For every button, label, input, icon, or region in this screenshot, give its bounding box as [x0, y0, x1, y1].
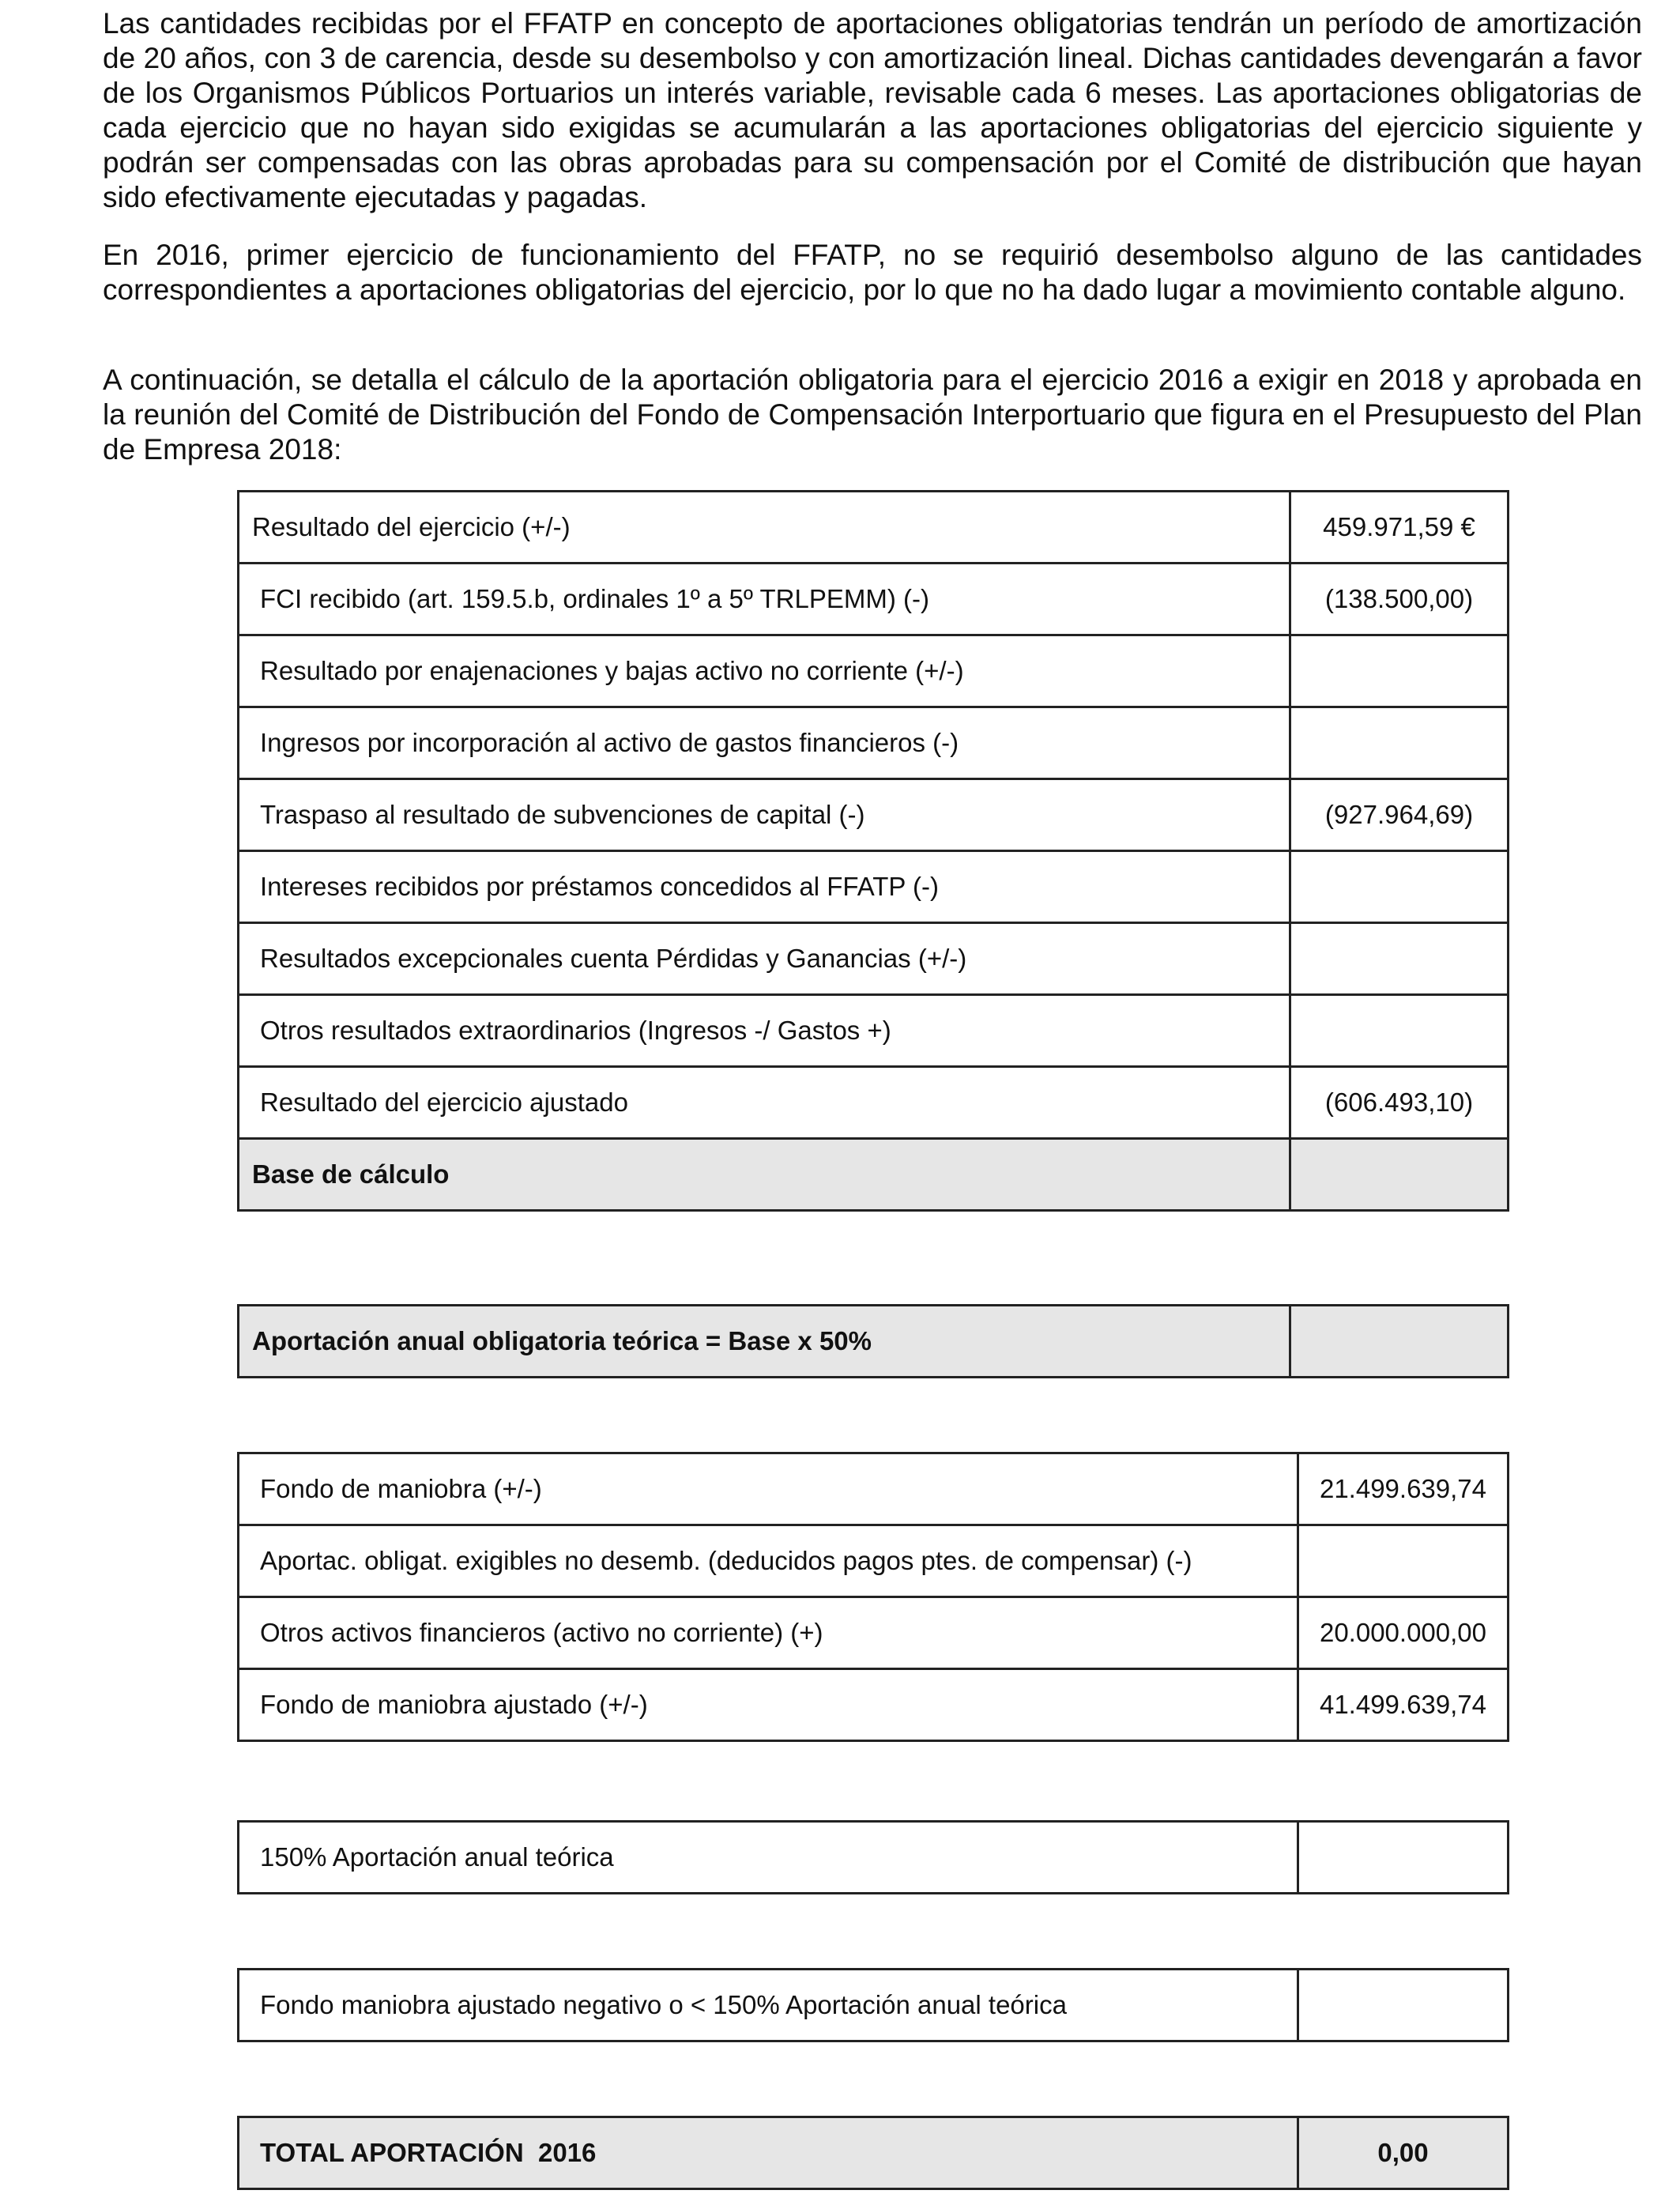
row-value — [1290, 707, 1509, 779]
table-row — [239, 707, 1509, 779]
total-label: TOTAL APORTACIÓN 2016 — [239, 2117, 1298, 2189]
fondo-negativo-table — [237, 1968, 1509, 2042]
row-label: Resultado del ejercicio ajustado — [239, 1067, 1290, 1139]
row-value — [1290, 1139, 1509, 1211]
row-label: Resultado del ejercicio (+/-) — [239, 492, 1290, 564]
row-value — [1298, 1970, 1509, 2041]
row-label: Fondo maniobra ajustado negativo o < 150% Aportación anual teórica — [239, 1970, 1298, 2041]
table-row — [239, 1067, 1509, 1139]
row-value — [1290, 923, 1509, 995]
aportacion-150-table — [237, 1820, 1509, 1894]
total-value: 0,00 — [1298, 2117, 1509, 2189]
fondo-maniobra-table — [237, 1452, 1509, 1742]
row-label: Aportación anual obligatoria teórica = Base x 50% — [239, 1306, 1290, 1378]
resultado-ejercicio-table — [237, 490, 1509, 1212]
row-label: Otros resultados extraordinarios (Ingresos -/ Gastos +) — [239, 995, 1290, 1067]
row-value — [1298, 1822, 1509, 1894]
table-row — [239, 1597, 1509, 1669]
row-label: Fondo de maniobra (+/-) — [239, 1453, 1298, 1525]
table-row — [239, 1669, 1509, 1741]
row-label: FCI recibido (art. 159.5.b, ordinales 1º a 5º TRLPEMM) (-) — [239, 564, 1290, 635]
table-row — [239, 1525, 1509, 1597]
table-row — [239, 995, 1509, 1067]
row-value — [1290, 851, 1509, 923]
table-row — [239, 1970, 1509, 2041]
table-row — [239, 492, 1509, 564]
row-value: 20.000.000,00 — [1298, 1597, 1509, 1669]
row-value: (138.500,00) — [1290, 564, 1509, 635]
row-label: Aportac. obligat. exigibles no desemb. (deducidos pagos ptes. de compensar) (-) — [239, 1525, 1298, 1597]
row-label: Otros activos financieros (activo no corriente) (+) — [239, 1597, 1298, 1669]
table-row — [239, 564, 1509, 635]
paragraph-amortizacion: Las cantidades recibidas por el FFATP en concepto de aportaciones obligatorias tendrán un período de amortización de 20 años, con 3 de carencia, desde su desembolso y con amortización lineal. Dichas cantidades devengarán a favor de los Organismos Públicos Portuarios un interés variable, revisable cada 6 meses. Las aportaciones obligatorias de cada ejercicio que no hayan sido exigidas se acumularán a las aportaciones obligatorias del ejercicio siguiente y podrán ser compensadas con las obras aprobadas para su compensación por el Comité de distribución que hayan sido efectivamente ejecutadas y pagadas. — [103, 7, 1642, 213]
row-value — [1290, 635, 1509, 707]
row-label: Ingresos por incorporación al activo de gastos financieros (-) — [239, 707, 1290, 779]
row-value: (606.493,10) — [1290, 1067, 1509, 1139]
aportacion-teorica-table — [237, 1304, 1509, 1378]
row-value: 459.971,59 € — [1290, 492, 1509, 564]
row-value — [1298, 1525, 1509, 1597]
table-row — [239, 1822, 1509, 1894]
row-label: Base de cálculo — [239, 1139, 1290, 1211]
table-row — [239, 1453, 1509, 1525]
row-label: 150% Aportación anual teórica — [239, 1822, 1298, 1894]
base-calculo-row — [239, 1139, 1509, 1211]
table-row — [239, 923, 1509, 995]
table-row — [239, 635, 1509, 707]
row-label: Resultados excepcionales cuenta Pérdidas y Ganancias (+/-) — [239, 923, 1290, 995]
row-value: 41.499.639,74 — [1298, 1669, 1509, 1741]
row-value: (927.964,69) — [1290, 779, 1509, 851]
row-label: Fondo de maniobra ajustado (+/-) — [239, 1669, 1298, 1741]
row-label: Resultado por enajenaciones y bajas activo no corriente (+/-) — [239, 635, 1290, 707]
row-label: Traspaso al resultado de subvenciones de capital (-) — [239, 779, 1290, 851]
total-aportacion-table — [237, 2116, 1509, 2190]
row-label: Intereses recibidos por préstamos concedidos al FFATP (-) — [239, 851, 1290, 923]
table-row — [239, 851, 1509, 923]
row-value — [1290, 995, 1509, 1067]
table-row — [239, 779, 1509, 851]
table-row — [239, 1306, 1509, 1378]
row-value — [1290, 1306, 1509, 1378]
total-row — [239, 2117, 1509, 2189]
paragraph-calculo-intro: A continuación, se detalla el cálculo de la aportación obligatoria para el ejercicio 2016 a exigir en 2018 y aprobada en la reunión del Comité de Distribución del Fondo de Compensación Interportuario que figura en el Presupuesto del Plan de Empresa 2018: — [103, 364, 1642, 466]
paragraph-ejercicio-2016: En 2016, primer ejercicio de funcionamiento del FFATP, no se requirió desembolso alguno de las cantidades correspondientes a aportaciones obligatorias del ejercicio, por lo que no ha dado lugar a movimiento contable alguno. — [103, 239, 1642, 306]
row-value: 21.499.639,74 — [1298, 1453, 1509, 1525]
